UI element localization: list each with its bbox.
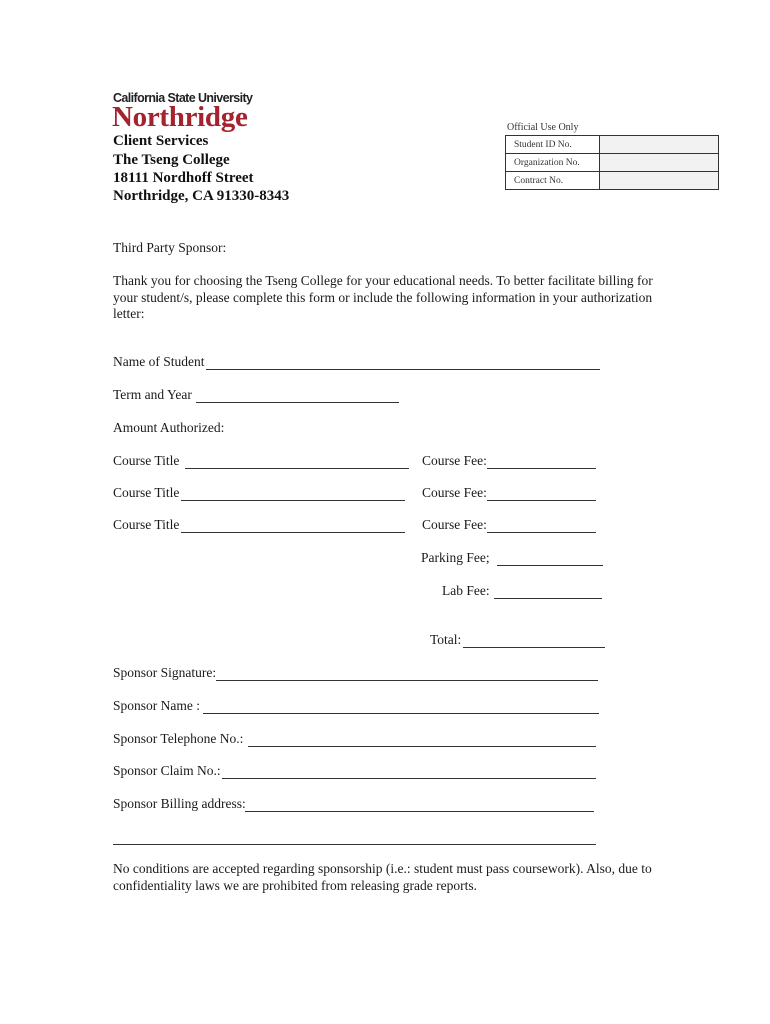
sponsor-billing-field[interactable] <box>245 799 594 812</box>
sponsor-claim-label: Sponsor Claim No.: <box>113 763 221 778</box>
official-use-heading: Official Use Only <box>507 122 579 133</box>
parking-fee-label: Parking Fee; <box>421 550 490 565</box>
organization-no-field[interactable] <box>600 154 719 172</box>
sponsor-signature-label: Sponsor Signature: <box>113 665 217 680</box>
official-row-student-id <box>506 136 719 154</box>
term-year-label: Term and Year <box>113 387 192 402</box>
lab-fee-label: Lab Fee: <box>442 583 490 598</box>
course-fee-label-3: Course Fee: <box>422 517 487 532</box>
logo-campus-text: Northridge <box>112 101 248 133</box>
course-fee-label-1: Course Fee: <box>422 453 487 468</box>
course-title-label-2: Course Title <box>113 485 180 500</box>
total-label: Total: <box>430 632 462 647</box>
official-label: Organization No. <box>506 154 600 172</box>
address-line-4: Northridge, CA 91330-8343 <box>113 188 290 204</box>
sponsor-billing-field-line-2[interactable] <box>113 832 596 845</box>
official-row-organization <box>506 154 719 172</box>
course-title-field-3[interactable] <box>181 520 405 533</box>
intro-paragraph: Thank you for choosing the Tseng College for your educational needs. To better facilitate billing for your student/s, please complete this form or include the following information in your authorization letter: <box>113 273 653 321</box>
course-title-label-3: Course Title <box>113 517 180 532</box>
amount-authorized-label: Amount Authorized: <box>113 420 225 435</box>
course-fee-field-1[interactable] <box>487 456 596 469</box>
course-fee-label-2: Course Fee: <box>422 485 487 500</box>
sponsor-claim-field[interactable] <box>222 766 596 779</box>
sponsor-name-label: Sponsor Name : <box>113 698 200 713</box>
official-label: Student ID No. <box>506 136 600 154</box>
sponsor-name-field[interactable] <box>203 701 599 714</box>
footer-note: No conditions are accepted regarding sponsorship (i.e.: student must pass coursework). Also, due to confidentiality laws we are prohibited from releasing grade reports. <box>113 861 652 893</box>
sponsor-signature-field[interactable] <box>216 668 598 681</box>
course-title-field-1[interactable] <box>185 456 409 469</box>
official-use-table <box>505 135 719 190</box>
address-line-3: 18111 Nordhoff Street <box>113 170 254 186</box>
lab-fee-field[interactable] <box>494 586 602 599</box>
course-title-label-1: Course Title <box>113 453 180 468</box>
term-year-field[interactable] <box>196 390 399 403</box>
parking-fee-field[interactable] <box>497 553 603 566</box>
sponsor-telephone-field[interactable] <box>248 734 596 747</box>
student-name-field[interactable] <box>206 357 600 370</box>
sponsor-telephone-label: Sponsor Telephone No.: <box>113 731 244 746</box>
student-id-field[interactable] <box>600 136 719 154</box>
total-field[interactable] <box>463 635 605 648</box>
official-label: Contract No. <box>506 172 600 190</box>
sponsor-billing-label: Sponsor Billing address: <box>113 796 246 811</box>
course-fee-field-3[interactable] <box>487 520 596 533</box>
logo-university-text: California State University <box>113 91 253 105</box>
student-name-label: Name of Student <box>113 354 205 369</box>
course-fee-field-2[interactable] <box>487 488 596 501</box>
salutation: Third Party Sponsor: <box>113 240 227 255</box>
official-row-contract <box>506 172 719 190</box>
address-line-1: Client Services <box>113 133 209 149</box>
course-title-field-2[interactable] <box>181 488 405 501</box>
contract-no-field[interactable] <box>600 172 719 190</box>
address-line-2: The Tseng College <box>113 152 230 168</box>
